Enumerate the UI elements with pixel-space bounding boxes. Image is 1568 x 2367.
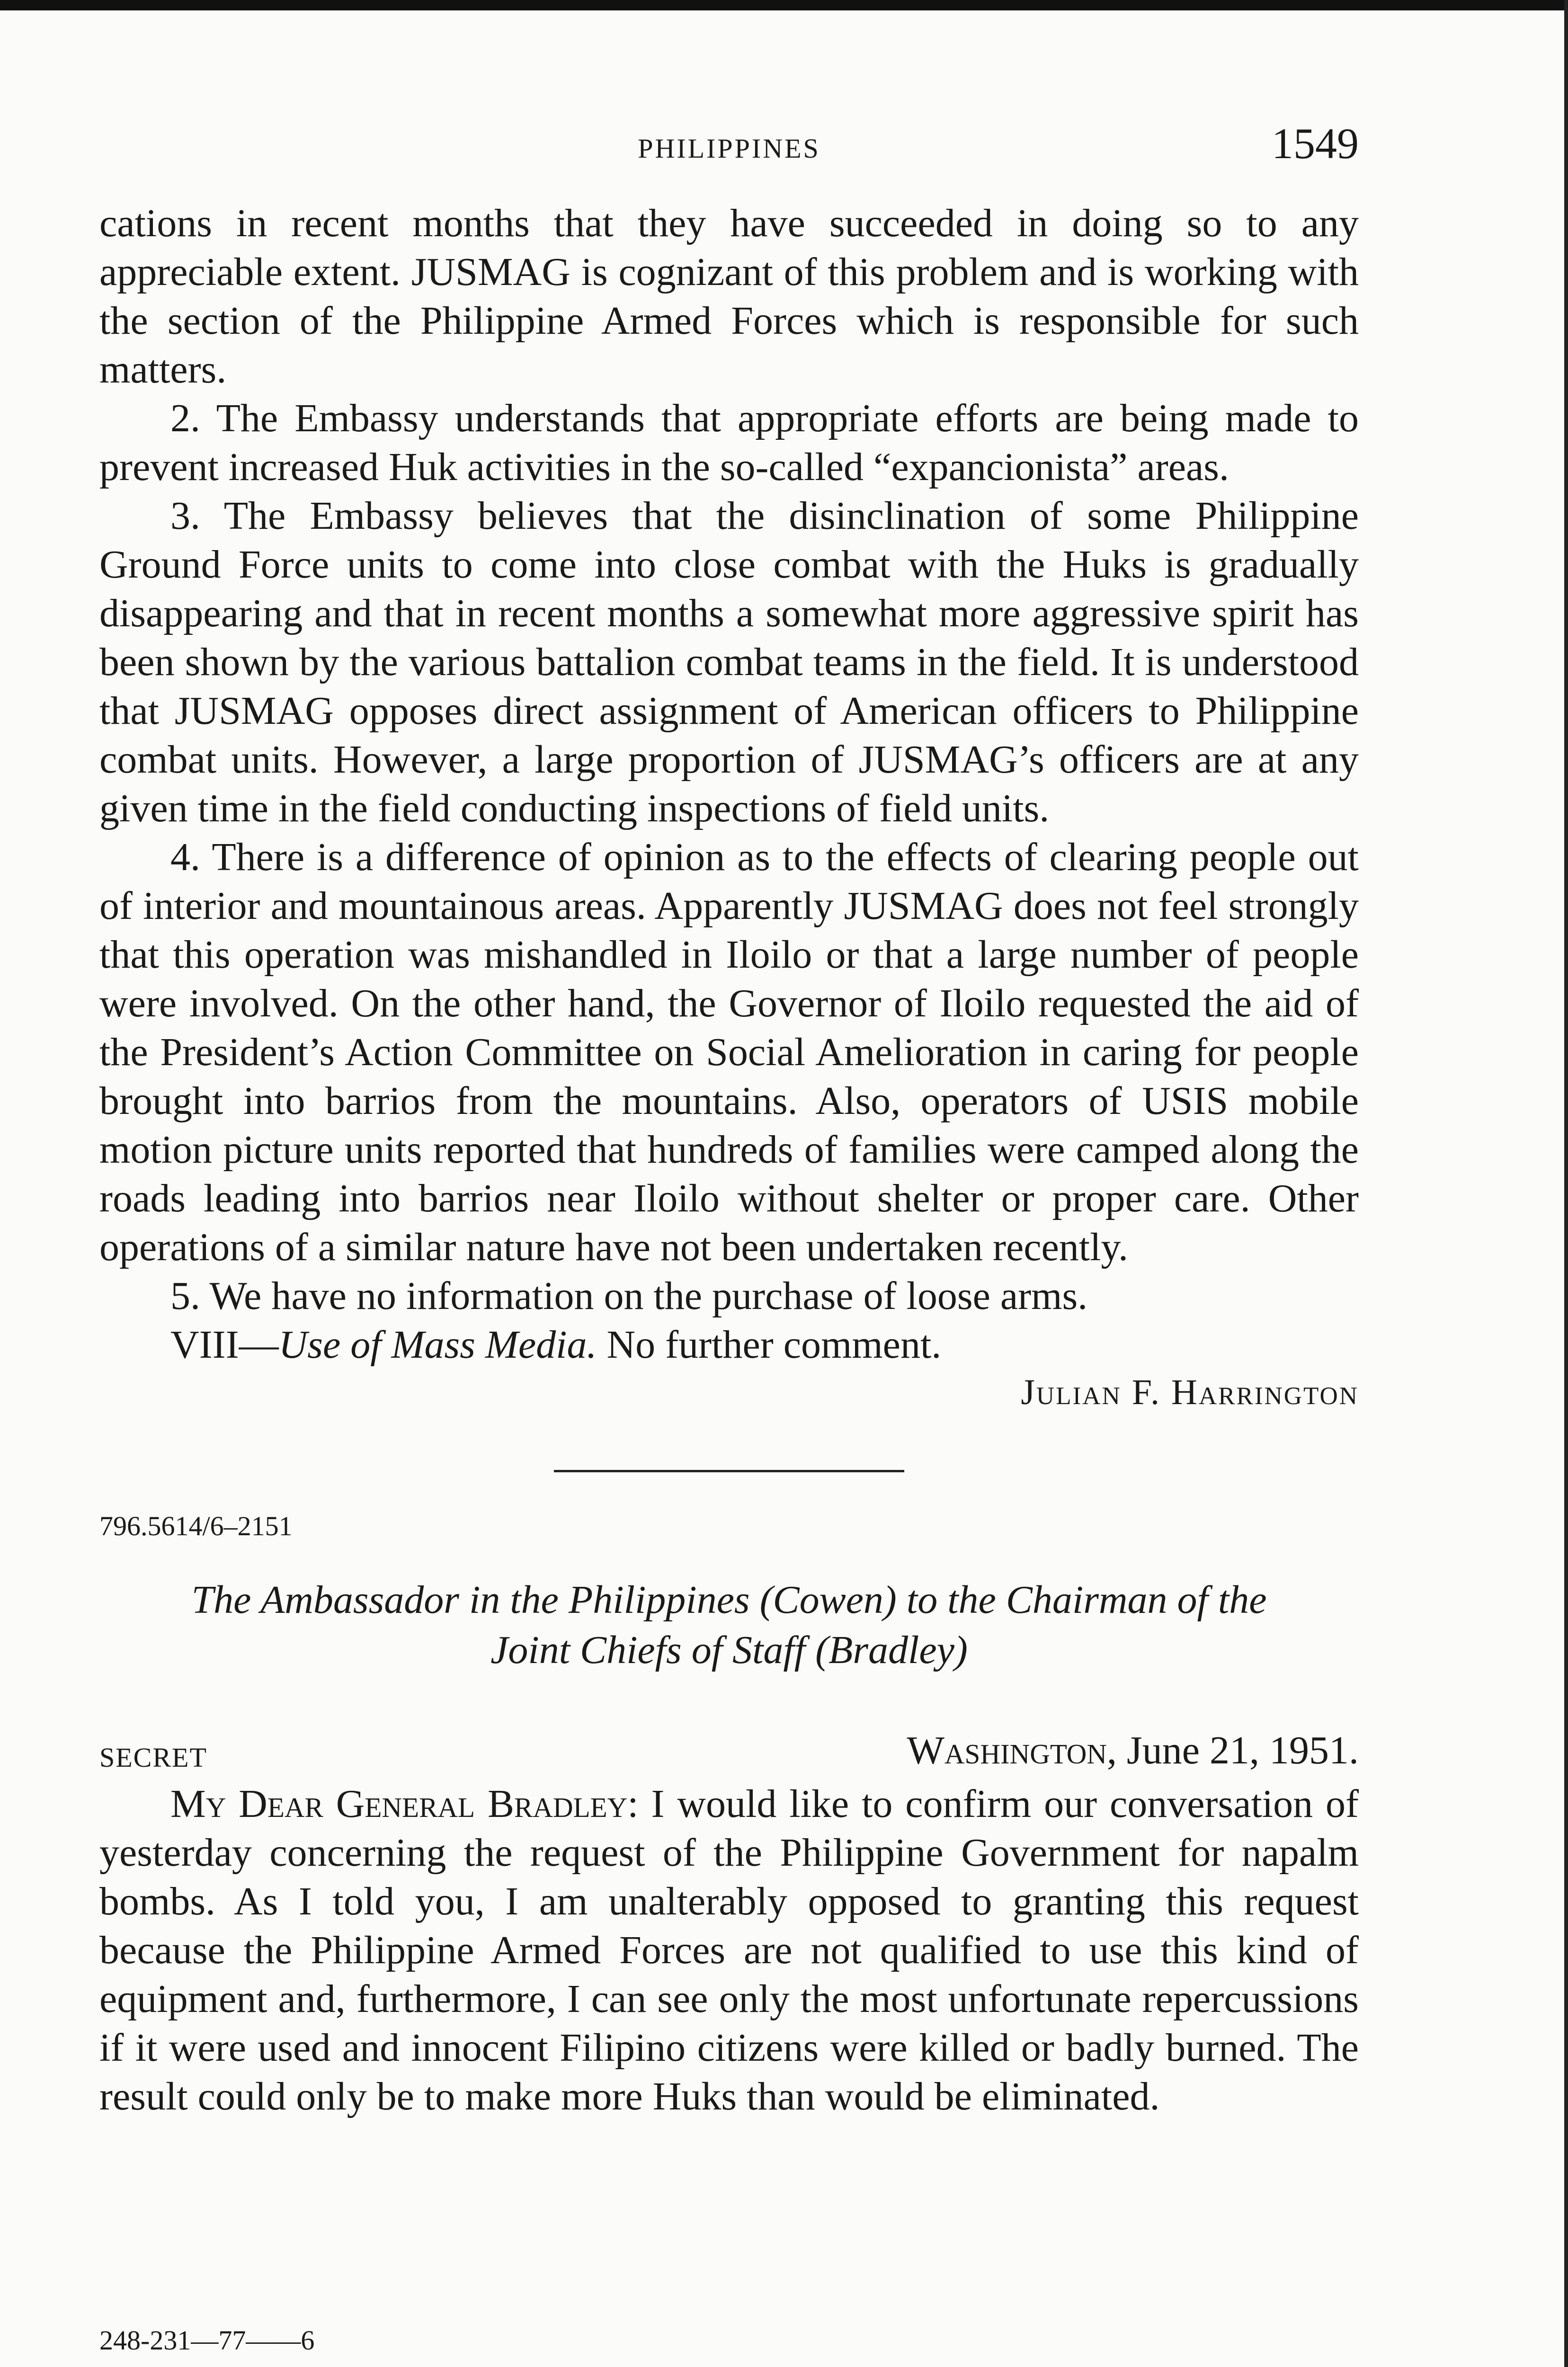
file-number: 796.5614/6–2151 xyxy=(99,1511,293,1541)
print-code: 248-231—77——6 xyxy=(99,2325,315,2356)
page-body xyxy=(99,199,1359,2121)
paragraph-point-4: 4. There is a difference of opinion as to the effects of clearing people out of interior and mountainous areas. Apparently JUSMAG does not feel strongly that this operation was mishandled in Iloilo or that a large number of people were involved. On the other hand, the Governor of Iloilo requested the aid of the President’s Action Committee on Social Amelioration in caring for people brought into barrios from the mountains. Also, operators of USIS mobile motion picture units reported that hundreds of families were camped along the roads leading into barrios near Iloilo without shelter or proper care. Other operations of a similar nature have not been undertaken recently. xyxy=(99,835,1359,1269)
letter-text: : I would like to confirm our conversation of yesterday concerning the request of the Philippine Government for napalm bombs. As I told you, I am unalterably opposed to granting this request because the Philippine Armed Forces are not qualified to use this kind of equipment and, furthermore, I can see only the most unfortunate repercussions if it were used and innocent Filipino citizens were killed or badly burned. The result could only be to make more Huks than would be eliminated. xyxy=(99,1782,1359,2118)
section-viii xyxy=(99,1320,1359,1369)
place: Washington xyxy=(907,1728,1107,1772)
scan-top-edge xyxy=(0,0,1568,10)
section-viii-label: VIII— xyxy=(170,1323,279,1367)
dateline xyxy=(99,1727,1359,1780)
paragraph-point-3: 3. The Embassy believes that the disinclination of some Philippine Ground Force units to come into close combat with the Huks is gradually disappearing and that in recent months a somewhat more aggressive spirit has been shown by the various battalion combat teams in the field. It is understood that JUSMAG opposes direct assignment of American officers to Philippine combat units. However, a large proportion of JUSMAG’s officers are at any given time in the field conducting inspections of field units. xyxy=(99,494,1359,830)
signature: Julian F. Harrington xyxy=(1021,1372,1359,1412)
letter-body xyxy=(99,1780,1359,2121)
running-title: PHILIPPINES xyxy=(638,133,820,164)
paragraph-continuation: cations in recent months that they have succeeded in doing so to any appreciable extent. JUSMAG is cognizant of this problem and is working with the section of the Philippine Armed Forces which is responsible for such matters. xyxy=(99,201,1359,392)
section-divider xyxy=(554,1470,904,1472)
section-viii-text: No further comment. xyxy=(597,1323,942,1367)
paragraph-point-2: 2. The Embassy understands that appropriate efforts are being made to prevent increased Huk activities in the so-called “expancionista” areas. xyxy=(99,396,1359,489)
document-title xyxy=(99,1575,1359,1675)
date: , June 21, 1951. xyxy=(1107,1728,1359,1772)
document-title-line-2: Joint Chiefs of Staff (Bradley) xyxy=(490,1628,968,1672)
classification-label: SECRET xyxy=(99,1742,207,1773)
section-viii-title: Use of Mass Media. xyxy=(278,1323,597,1367)
salutation: My Dear General Bradley xyxy=(170,1782,628,1826)
scan-right-edge xyxy=(1564,0,1568,2367)
running-head xyxy=(99,118,1359,175)
page-number: 1549 xyxy=(1272,119,1359,168)
paragraph-point-5: 5. We have no information on the purchase of loose arms. xyxy=(170,1274,1088,1318)
document-title-line-1: The Ambassador in the Philippines (Cowen) to the Chairman of the xyxy=(191,1578,1267,1622)
place-date xyxy=(907,1727,1359,1773)
